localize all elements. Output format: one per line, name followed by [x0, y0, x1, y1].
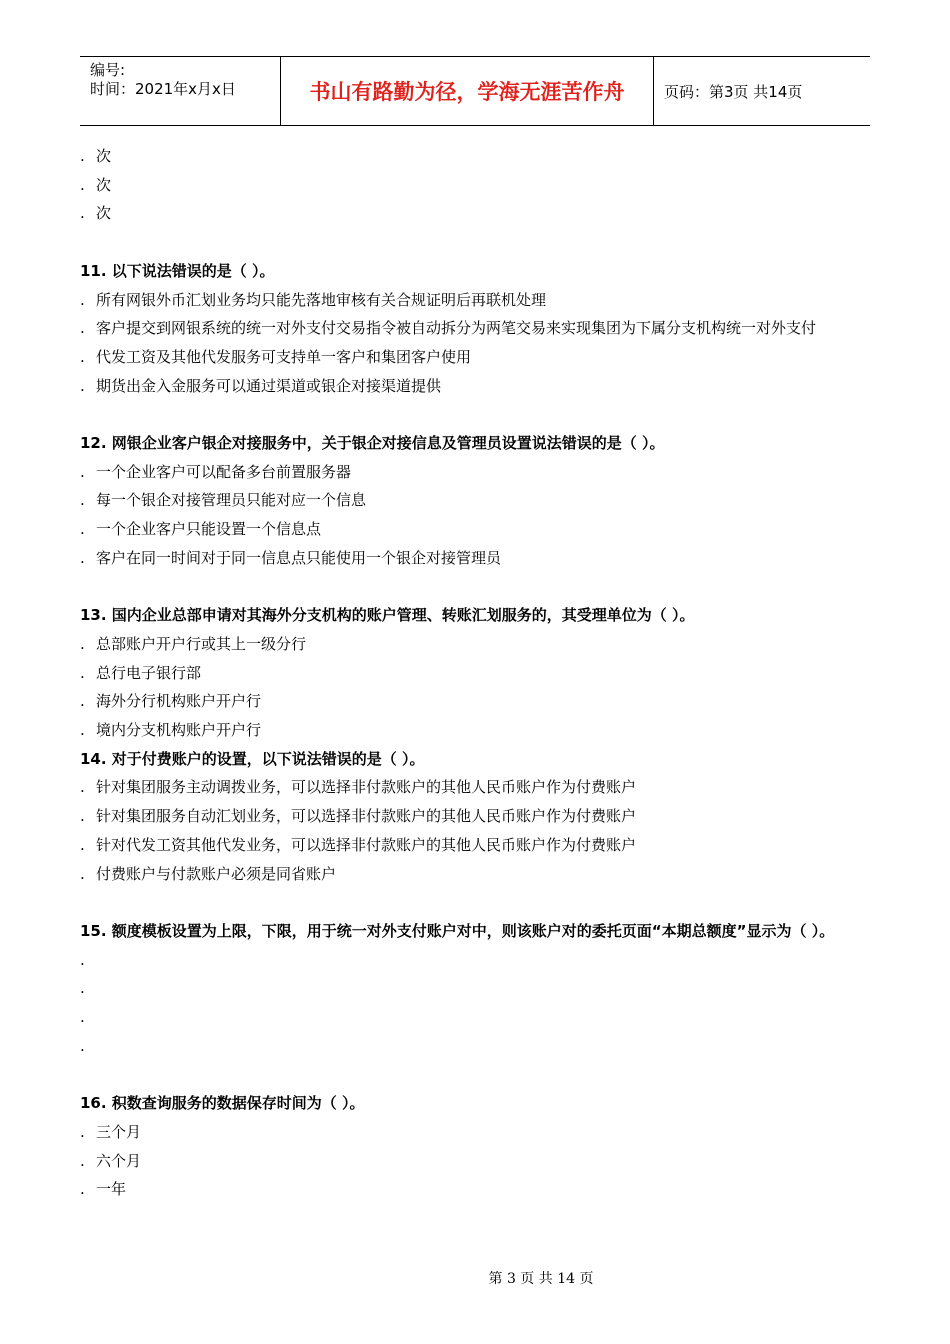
document-time: 时间：2021年x月x日: [90, 80, 236, 98]
option-item: . 客户在同一时间对于同一信息点只能使用一个银企对接管理员: [80, 548, 502, 567]
question-title: 11. 以下说法错误的是（ ）。: [80, 261, 275, 280]
document-body: [80, 142, 870, 1204]
option-item: . 付费账户与付款账户必须是同省账户: [80, 864, 337, 883]
header-meta: [80, 57, 280, 125]
option-item: . 针对集团服务自动汇划业务，可以选择非付款账户的其他人民币账户作为付费账户: [80, 807, 637, 826]
page-header: [80, 56, 870, 126]
option-item: .: [80, 950, 85, 969]
option-item: . 每一个银企对接管理员只能对应一个信息: [80, 491, 367, 510]
option-item: . 一个企业客户只能设置一个信息点: [80, 520, 322, 539]
option-item: . 海外分行机构账户开户行: [80, 692, 262, 711]
option-item: . 次: [80, 147, 112, 165]
option-item: . 总行电子银行部: [80, 663, 202, 682]
option-item: . 一年: [80, 1180, 127, 1199]
option-item: .: [80, 979, 85, 998]
question-title: 16. 积数查询服务的数据保存时间为（ ）。: [80, 1094, 365, 1113]
option-item: . 总部账户开户行或其上一级分行: [80, 634, 307, 653]
option-item: . 一个企业客户可以配备多台前置服务器: [80, 462, 352, 481]
option-item: . 六个月: [80, 1151, 142, 1170]
question-title: 12. 网银企业客户银企对接服务中，关于银企对接信息及管理员设置说法错误的是（ ）。: [80, 434, 665, 452]
question-title: 14. 对于付费账户的设置，以下说法错误的是（ ）。: [80, 749, 425, 768]
option-item: . 境内分支机构账户开户行: [80, 721, 262, 740]
document-number-label: 编号:: [90, 61, 126, 79]
option-item: . 次: [80, 204, 112, 223]
option-item: . 所有网银外币汇划业务均只能先落地审核有关合规证明后再联机处理: [80, 290, 547, 309]
option-item: . 三个月: [80, 1122, 142, 1141]
header-motto: 书山有路勤为径，学海无涯苦作舟: [280, 57, 654, 125]
question-title: 13. 国内企业总部申请对其海外分支机构的账户管理、转账汇划服务的，其受理单位为（ ）。: [80, 606, 695, 625]
question-title: 15. 额度模板设置为上限，下限，用于统一对外支付账户对中，则该账户对的委托页面“本期总额度”显示为（ ）。: [80, 921, 835, 940]
option-item: . 期货出金入金服务可以通过渠道或银企对接渠道提供: [80, 376, 442, 395]
option-item: . 次: [80, 175, 112, 194]
option-item: . 代发工资及其他代发服务可支持单一客户和集团客户使用: [80, 347, 472, 366]
option-item: .: [80, 1008, 85, 1027]
option-item: . 客户提交到网银系统的统一对外支付交易指令被自动拆分为两笔交易来实现集团为下属分支机构统一对外支付: [80, 319, 817, 338]
option-item: .: [80, 1036, 85, 1055]
header-page-info: 页码：第3页 共14页: [664, 82, 803, 101]
option-item: . 针对代发工资其他代发业务，可以选择非付款账户的其他人民币账户作为付费账户: [80, 835, 637, 854]
option-item: . 针对集团服务主动调拨业务，可以选择非付款账户的其他人民币账户作为付费账户: [80, 778, 637, 797]
page-footer: 第 3 页 共 14 页: [488, 1271, 594, 1287]
